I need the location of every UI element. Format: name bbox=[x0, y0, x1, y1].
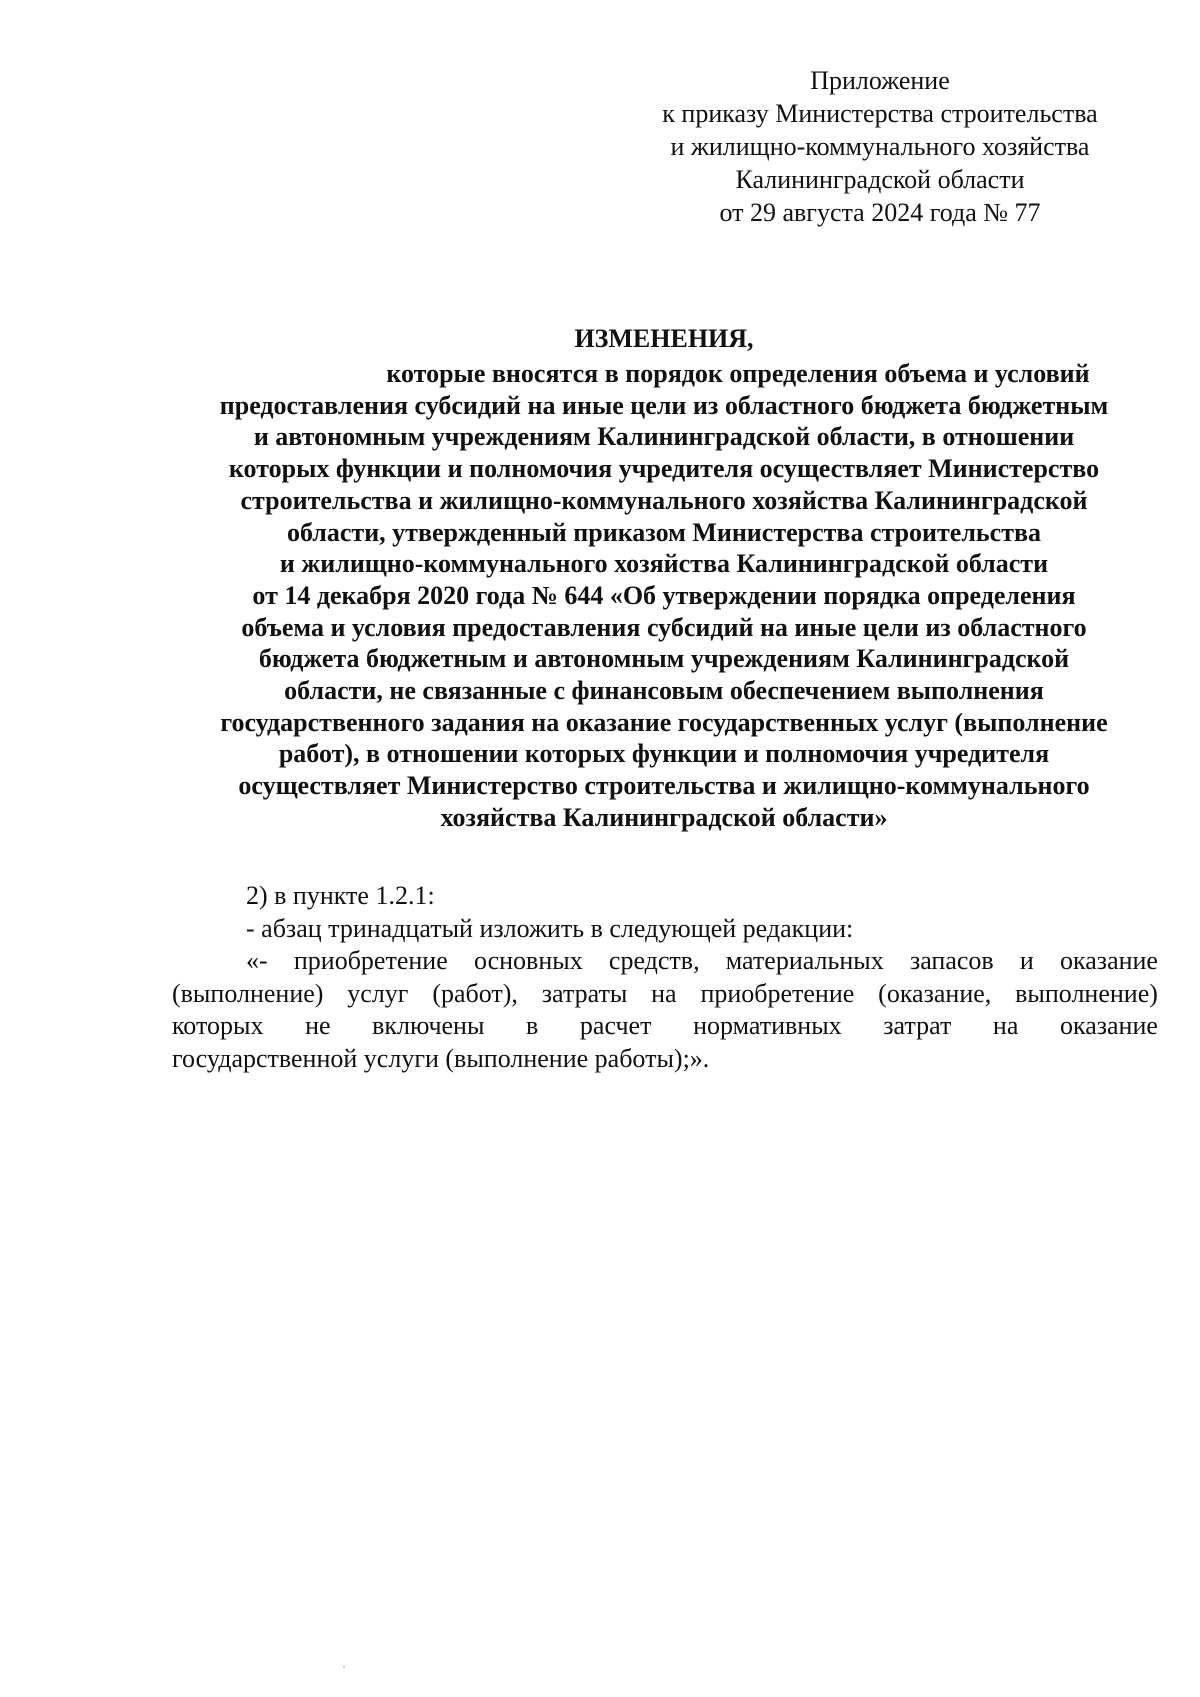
quote-word: средств, bbox=[608, 946, 700, 975]
document-subtitle bbox=[170, 358, 1158, 834]
subtitle-line: и жилищно-коммунального хозяйства Калининградской области bbox=[279, 549, 1049, 579]
instruction-text: - абзац тринадцатый изложить в следующей редакции: bbox=[246, 913, 854, 943]
quote-word: приобретение bbox=[700, 978, 855, 1008]
quote-word: не bbox=[305, 1011, 331, 1040]
appendix-date-number: от 29 августа 2024 года № 77 bbox=[719, 198, 1041, 227]
quote-line-4: государственной услуги (выполнение работы);». bbox=[172, 1043, 710, 1073]
scan-speck bbox=[343, 1666, 345, 1668]
subtitle-line: от 14 декабря 2020 года № 644 «Об утверждении порядка определения bbox=[252, 580, 1076, 610]
quote-word: на bbox=[651, 978, 677, 1008]
quote-word: (работ), bbox=[432, 978, 518, 1008]
quote-word: «- bbox=[246, 946, 268, 975]
quote-word: приобретение bbox=[293, 946, 448, 975]
quote-word: выполнение) bbox=[1015, 978, 1158, 1008]
document-body bbox=[172, 880, 1158, 1075]
quote-line-1 bbox=[172, 945, 1158, 978]
appendix-region: Калининградской области bbox=[735, 165, 1025, 194]
appendix-ministry: и жилищно-коммунального хозяйства bbox=[670, 132, 1090, 161]
quote-word: и bbox=[1019, 946, 1034, 975]
quote-word: которых bbox=[172, 1011, 264, 1040]
subtitle-line: строительства и жилищно-коммунального хозяйства Калининградской bbox=[240, 485, 1088, 515]
quote-word: затрат bbox=[883, 1011, 952, 1040]
subtitle-line: бюджета бюджетным и автономным учреждениям Калининградской bbox=[258, 644, 1070, 674]
subtitle-line: которых функции и полномочия учредителя осуществляет Министерство bbox=[228, 454, 1100, 484]
quote-word: на bbox=[992, 1011, 1019, 1040]
subtitle-line: области, не связанные с финансовым обеспечением выполнения bbox=[284, 676, 1044, 706]
quote-word: оказание bbox=[1059, 1011, 1158, 1040]
quote-word: оказание bbox=[1060, 946, 1158, 975]
quote-word: включены bbox=[372, 1011, 485, 1040]
quote-word: основных bbox=[473, 946, 583, 975]
document-title: ИЗМЕНЕНИЯ, bbox=[574, 324, 754, 353]
appendix-label: Приложение bbox=[810, 66, 950, 95]
subtitle-line: которые вносятся в порядок определения объема и условий bbox=[386, 359, 1090, 388]
quote-word: нормативных bbox=[693, 1011, 842, 1040]
quote-word: (выполнение) bbox=[172, 978, 324, 1008]
subtitle-line: и автономным учреждениям Калининградской области, в отношении bbox=[253, 422, 1075, 452]
subtitle-line: области, утвержденный приказом Министерства строительства bbox=[286, 517, 1042, 547]
subtitle-line: предоставления субсидий на иные цели из областного бюджета бюджетным bbox=[219, 390, 1109, 420]
subtitle-line: объема и условия предоставления субсидий на иные цели из областного bbox=[241, 612, 1087, 642]
appendix-header bbox=[620, 64, 1140, 229]
quote-word: услуг bbox=[347, 978, 409, 1008]
quote-word: расчет bbox=[579, 1011, 652, 1040]
quote-word: в bbox=[526, 1011, 539, 1040]
subtitle-line: государственного задания на оказание государственных услуг (выполнение bbox=[220, 707, 1108, 737]
subtitle-line: работ), в отношении которых функции и полномочия учредителя bbox=[278, 739, 1050, 769]
quote-word: запасов bbox=[909, 946, 994, 975]
appendix-order-ref: к приказу Министерства строительства bbox=[662, 99, 1098, 128]
quote-word: материальных bbox=[725, 946, 884, 975]
quote-word: (оказание, bbox=[878, 978, 992, 1008]
quote-line-3 bbox=[172, 1010, 1158, 1043]
subtitle-line: осуществляет Министерство строительства и жилищно-коммунального bbox=[238, 771, 1090, 801]
subtitle-line: хозяйства Калининградской области» bbox=[440, 802, 888, 832]
item-number: 2) в пункте 1.2.1: bbox=[246, 881, 435, 910]
quote-word: затраты bbox=[541, 978, 628, 1008]
quote-line-2 bbox=[172, 978, 1158, 1011]
